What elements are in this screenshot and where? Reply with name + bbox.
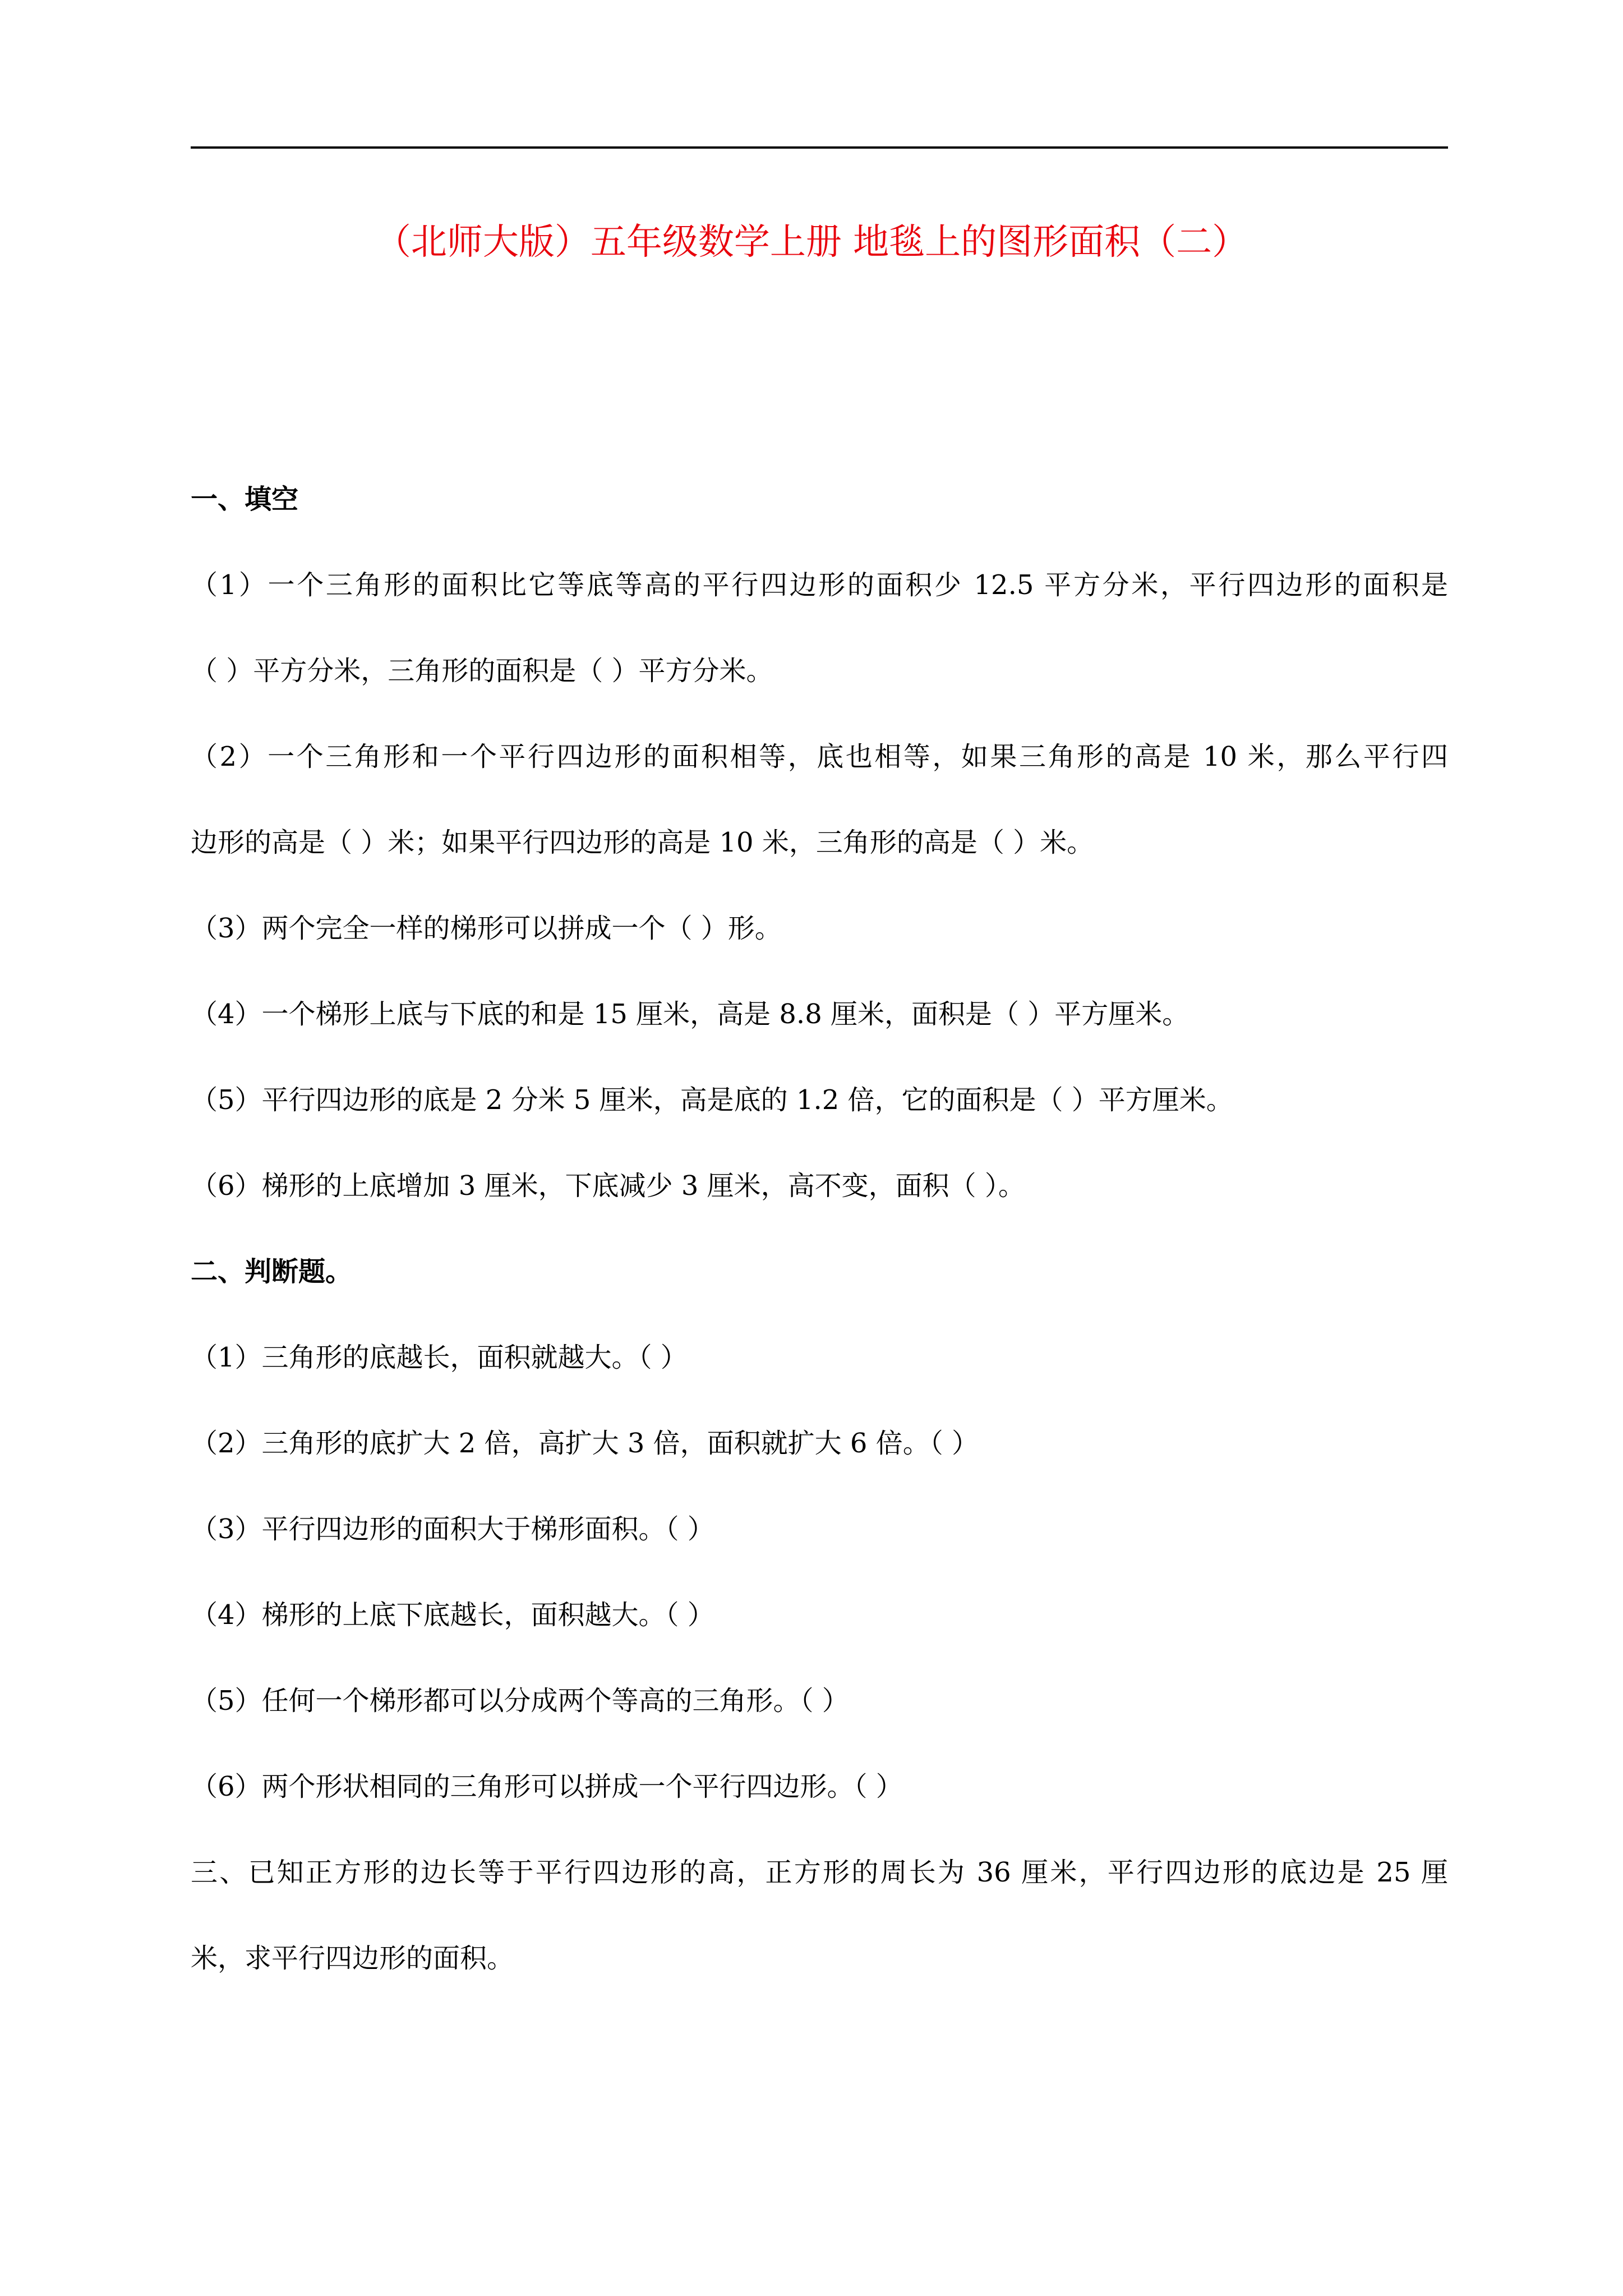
problem-line: 米，求平行四边形的面积。: [191, 1943, 514, 1974]
question-line: （6）梯形的上底增加 3 厘米，下底减少 3 厘米，高不变，面积（ ）。: [191, 1170, 1025, 1202]
document-body: [191, 474, 1448, 2019]
question-line: （3）平行四边形的面积大于梯形面积。（ ）: [191, 1513, 714, 1545]
section-heading-true-false: 二、判断题。: [191, 1256, 353, 1287]
question-line: （5）任何一个梯形都可以分成两个等高的三角形。（ ）: [191, 1685, 849, 1717]
question-line: （1）一个三角形的面积比它等底等高的平行四边形的面积少 12.5 平方分米，平行四边形的面积是: [191, 569, 1448, 601]
problem-line: 三、已知正方形的边长等于平行四边形的高，正方形的周长为 36 厘米，平行四边形的底边是 25 厘: [191, 1857, 1448, 1888]
question-line: （1）三角形的底越长，面积就越大。（ ）: [191, 1342, 688, 1373]
section-heading-fill-blank: 一、填空: [191, 484, 299, 515]
question-line: （6）两个形状相同的三角形可以拼成一个平行四边形。（ ）: [191, 1771, 903, 1802]
document-title: （北师大版）五年级数学上册 地毯上的图形面积（二）: [375, 222, 1248, 263]
question-line: 边形的高是（ ）米；如果平行四边形的高是 10 米，三角形的高是（ ）米。: [191, 827, 1094, 858]
question-line: （4）梯形的上底下底越长，面积越大。（ ）: [191, 1599, 714, 1631]
header-rule: [191, 146, 1448, 149]
question-line: （3）两个完全一样的梯形可以拼成一个（ ）形。: [191, 913, 782, 944]
question-line: （2）三角形的底扩大 2 倍，高扩大 3 倍，面积就扩大 6 倍。（ ）: [191, 1428, 979, 1459]
question-line: （2）一个三角形和一个平行四边形的面积相等，底也相等，如果三角形的高是 10 米，那么平行四: [191, 741, 1448, 772]
question-line: （ ）平方分米，三角形的面积是（ ）平方分米。: [191, 655, 773, 687]
question-line: （4）一个梯形上底与下底的和是 15 厘米，高是 8.8 厘米，面积是（ ）平方厘米。: [191, 999, 1189, 1030]
question-line: （5）平行四边形的底是 2 分米 5 厘米，高是底的 1.2 倍，它的面积是（ ）平方厘米。: [191, 1084, 1233, 1116]
